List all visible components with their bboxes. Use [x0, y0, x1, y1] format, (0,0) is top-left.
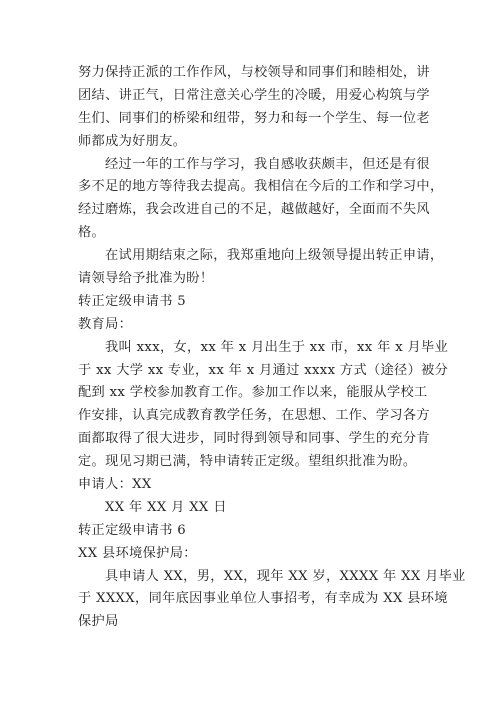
text-line: 团结、讲正气，日常注意关心学生的冷暖，用爱心构筑与学 — [78, 87, 430, 103]
document-body — [78, 62, 466, 634]
text-line: 多不足的地方等待我去提高。我相信在今后的工作和学习中， — [78, 179, 444, 195]
text-line: 保护局 — [78, 614, 119, 630]
text-line: 于 XXXX，同年底因事业单位人事招考，有幸成为 XX 县环境 — [78, 591, 448, 607]
text-line: 在试用期结束之际，我郑重地向上级领导提出转正申请， — [105, 248, 444, 264]
text-line: 生们、同事们的桥梁和纽带，努力和每一个学生、每一位老 — [78, 110, 430, 126]
text-line: 师都成为好朋友。 — [78, 133, 187, 149]
text-line: 作安排，认真完成教育教学任务，在思想、工作、学习各方 — [78, 408, 430, 424]
text-line: 请领导给予批准为盼！ — [78, 271, 214, 287]
text-line: 经过一年的工作与学习，我自感收获颇丰，但还是有很 — [105, 156, 430, 172]
text-line: 面都取得了很大进步，同时得到领导和同事、学生的充分肯 — [78, 431, 430, 447]
section-title: 转正定级申请书 6 — [78, 522, 187, 538]
text-line: 配到 xx 学校参加教育工作。参加工作以来，能服从学校工 — [78, 385, 428, 401]
text-line: 经过磨炼，我会改进自己的不足，越做越好，全面而不失风 — [78, 202, 430, 218]
section-title: 转正定级申请书 5 — [78, 293, 187, 309]
date-line: XX 年 XX 月 XX 日 — [105, 499, 227, 515]
text-line: 于 xx 大学 xx 专业，xx 年 x 月通过 xxxx 方式（途径）被分 — [78, 362, 449, 378]
text-line: 定。现见习期已满，特申请转正定级。望组织批准为盼。 — [78, 454, 417, 470]
text-line: 格。 — [78, 225, 106, 241]
salutation: 教育局： — [78, 316, 133, 332]
salutation: XX 县环境保护局： — [78, 545, 197, 561]
text-line: 具申请人 XX，男，XX，现年 XX 岁，XXXX 年 XX 月毕业 — [105, 568, 466, 584]
text-line: 努力保持正派的工作作风，与校领导和同事们和睦相处，讲 — [78, 65, 430, 80]
text-line: 我叫 xxx，女，xx 年 x 月出生于 xx 市，xx 年 x 月毕业 — [105, 339, 449, 355]
applicant-line: 申请人：XX — [78, 477, 152, 493]
